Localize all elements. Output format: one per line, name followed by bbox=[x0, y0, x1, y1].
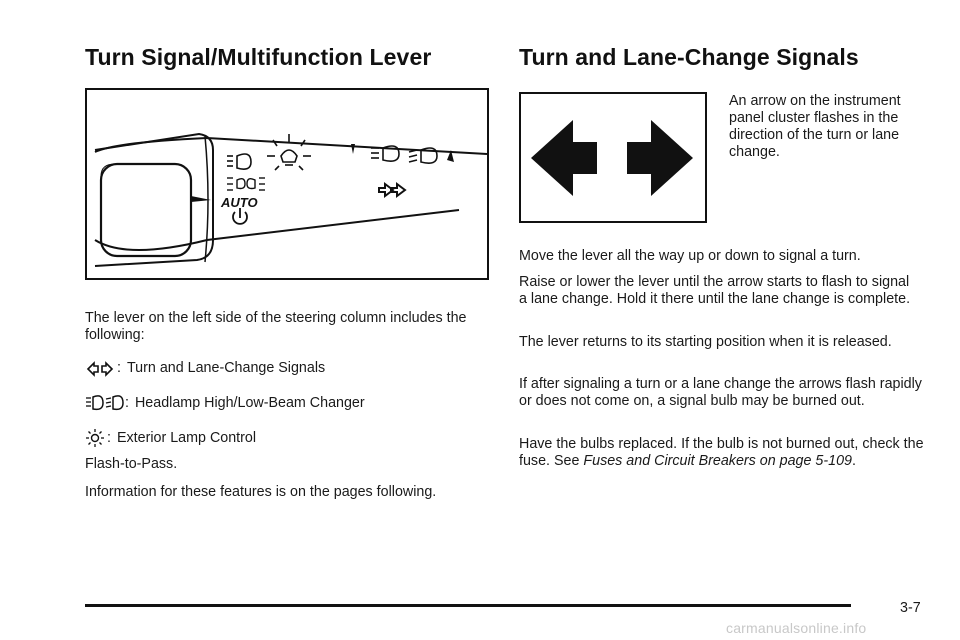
lever-illustration bbox=[85, 88, 489, 280]
lever-drawing bbox=[87, 90, 487, 278]
auto-label: AUTO bbox=[221, 195, 258, 210]
watermark: carmanualsonline.info bbox=[726, 620, 867, 636]
page-number: 3-7 bbox=[900, 600, 921, 616]
item-turn-signals: : Turn and Lane-Change Signals bbox=[85, 360, 325, 377]
paragraph-lever-returns: The lever returns to its starting position when it is released. bbox=[519, 334, 892, 350]
item-label: Turn and Lane-Change Signals bbox=[126, 360, 326, 376]
exterior-lamp-icon bbox=[85, 428, 105, 448]
footer-rule bbox=[85, 604, 851, 607]
left-arrow-icon bbox=[531, 120, 597, 196]
turn-arrows-symbol bbox=[379, 184, 405, 196]
turn-arrows-drawing bbox=[521, 94, 705, 221]
item-exterior-lamp: : Exterior Lamp Control bbox=[85, 428, 256, 448]
item-label: Exterior Lamp Control bbox=[116, 429, 257, 446]
headlamp-symbol bbox=[227, 154, 251, 169]
paragraph-fuse: Have the bulbs replaced. If the bulb is not burned out, check the fuse. See Fuses and Circuit Breakers on page 5-109. bbox=[519, 436, 924, 469]
fuse-reference-link[interactable]: Fuses and Circuit Breakers on page 5-109 bbox=[583, 453, 853, 469]
exterior-lamp-symbol bbox=[267, 134, 311, 170]
turn-arrows-illustration bbox=[519, 92, 707, 223]
item-headlamp-changer: : Headlamp High/Low-Beam Changer bbox=[85, 393, 365, 413]
intro-text: The lever on the left side of the steering column includes the following: bbox=[85, 310, 467, 343]
headlamp-beam-icon bbox=[85, 393, 125, 413]
item-label: Headlamp High/Low-Beam Changer bbox=[134, 394, 365, 411]
turn-signal-arrows-icon bbox=[85, 361, 115, 377]
arrow-note-text: An arrow on the instrument panel cluster flashes in the direction of the turn or lane change. bbox=[729, 93, 901, 160]
flash-to-pass-text: Flash-to-Pass. bbox=[85, 456, 178, 472]
paragraph-signal-turn: Move the lever all the way up or down to signal a turn. bbox=[519, 248, 861, 264]
info-text: Information for these features is on the pages following. bbox=[85, 484, 437, 500]
section-heading-turn-signals: Turn and Lane-Change Signals bbox=[519, 44, 859, 70]
paragraph-lane-change: Raise or lower the lever until the arrow starts to flash to signal a lane change. Hold it there until the lane change is complete. bbox=[519, 274, 911, 307]
paragraph-bulb-burned: If after signaling a turn or a lane change the arrows flash rapidly or does not come on, a signal bulb may be burned out. bbox=[519, 376, 922, 409]
right-arrow-icon bbox=[627, 120, 693, 196]
section-heading-multifunction-lever: Turn Signal/Multifunction Lever bbox=[85, 44, 432, 70]
